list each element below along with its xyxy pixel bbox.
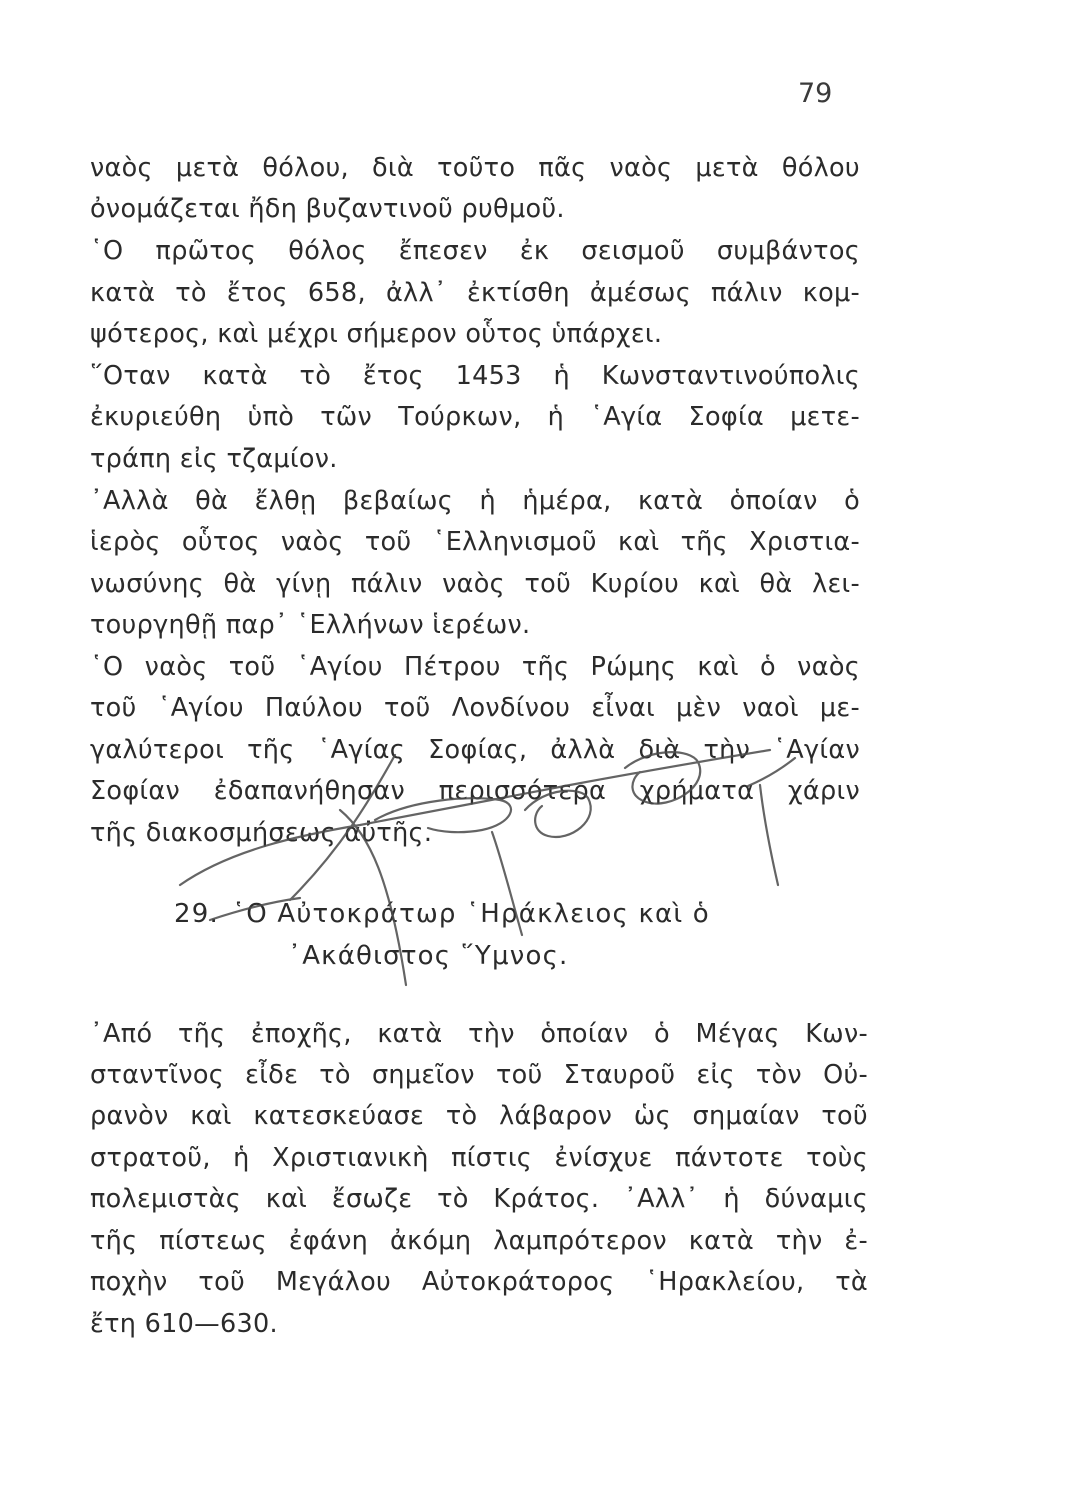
text-line: ἱερὸς οὗτος ναὸς τοῦ ῾Ελληνισμοῦ καὶ τῆς Χριστια- xyxy=(90,527,860,557)
text-line: τοῦ ῾Αγίου Παύλου τοῦ Λονδίνου εἶναι μὲν ναοὶ με- xyxy=(90,693,860,723)
text-line: ῾Ο πρῶτος θόλος ἔπεσεν ἐκ σεισμοῦ συμβάντος xyxy=(90,236,860,266)
text-line: σταντῖνος εἶδε τὸ σημεῖον τοῦ Σταυροῦ εἰς τὸν Οὐ- xyxy=(90,1060,868,1090)
section-number: 29. xyxy=(174,899,219,929)
text-line: πολεμιστὰς καὶ ἔσωζε τὸ Κράτος. ᾽Αλλ᾽ ἡ δύναμις xyxy=(90,1184,868,1214)
text-line: στρατοῦ, ἡ Χριστιανικὴ πίστις ἐνίσχυε πάντοτε τοὺς xyxy=(90,1143,868,1173)
section-title-line-1: ῾Ο Αὐτοκράτωρ ῾Ηράκλειος καὶ ὁ xyxy=(232,899,710,929)
text-line: ρανὸν καὶ κατεσκεύασε τὸ λάβαρον ὡς σημαίαν τοῦ xyxy=(90,1101,868,1131)
text-line: ἔτη 610—630. xyxy=(90,1309,278,1339)
page-number: 79 xyxy=(798,78,833,109)
text-line: τουργηθῇ παρ᾽ ῾Ελλήνων ἱερέων. xyxy=(90,610,531,640)
text-line: γαλύτεροι τῆς ῾Αγίας Σοφίας, ἀλλὰ διὰ τὴν ῾Αγίαν xyxy=(90,735,860,765)
text-line: ᾽Από τῆς ἐποχῆς, κατὰ τὴν ὁποίαν ὁ Μέγας Κων- xyxy=(90,1019,868,1049)
text-line: ῞Οταν κατὰ τὸ ἔτος 1453 ἡ Κωνσταντινούπολις xyxy=(90,361,860,391)
text-line: κατὰ τὸ ἔτος 658, ἀλλ᾽ ἐκτίσθη ἀμέσως πάλιν κομ- xyxy=(90,278,860,308)
text-line: τῆς πίστεως ἐφάνη ἀκόμη λαμπρότερον κατὰ τὴν ἐ- xyxy=(90,1226,868,1256)
text-line: Σοφίαν ἐδαπανήθησαν περισσότερα χρήματα χάριν xyxy=(90,776,860,806)
text-line: ῾Ο ναὸς τοῦ ῾Αγίου Πέτρου τῆς Ρώμης καὶ ὁ ναὸς xyxy=(90,652,860,682)
text-line: ᾽Αλλὰ θὰ ἔλθῃ βεβαίως ἡ ἡμέρα, κατὰ ὁποίαν ὁ xyxy=(90,486,860,516)
text-line: τῆς διακοσμήσεως αὐτῆς. xyxy=(90,818,433,848)
text-line: ναὸς μετὰ θόλου, διὰ τοῦτο πᾶς ναὸς μετὰ θόλου xyxy=(90,153,860,183)
section-title-line-2: ᾽Ακάθιστος ῞Υμνος. xyxy=(288,941,569,971)
text-line: τράπη εἰς τζαμίον. xyxy=(90,444,338,474)
text-line: ἐκυριεύθη ὑπὸ τῶν Τούρκων, ἡ ῾Αγία Σοφία μετε- xyxy=(90,402,860,432)
text-line: ψότερος, καὶ μέχρι σήμερον οὗτος ὑπάρχει. xyxy=(90,319,663,349)
text-line: ποχὴν τοῦ Μεγάλου Αὐτοκράτορος ῾Ηρακλείου, τὰ xyxy=(90,1267,868,1297)
text-line: νωσύνης θὰ γίνῃ πάλιν ναὸς τοῦ Κυρίου καὶ θὰ λει- xyxy=(90,569,860,599)
text-line: ὀνομάζεται ἤδη βυζαντινοῦ ρυθμοῦ. xyxy=(90,194,565,224)
